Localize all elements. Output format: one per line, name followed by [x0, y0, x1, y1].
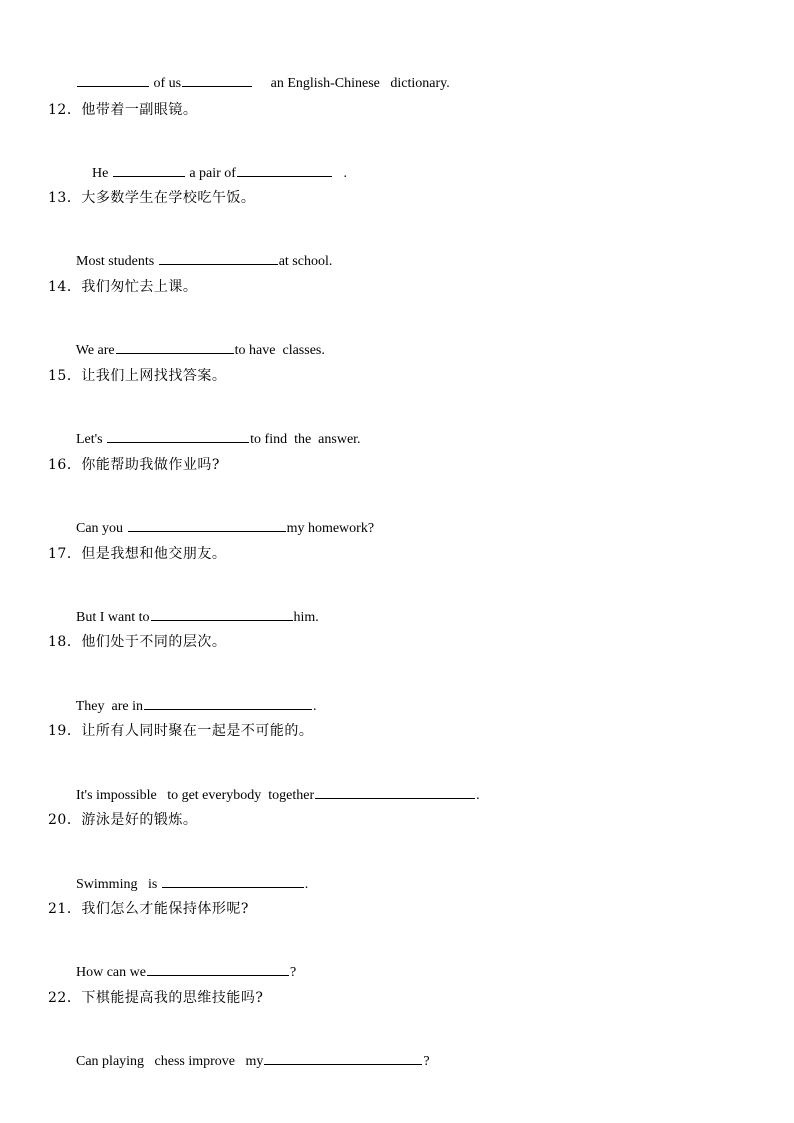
question-16: 16．你能帮助我做作业吗? [48, 457, 220, 473]
answer-line-12: He a pair of . [85, 145, 347, 183]
answer-blank[interactable] [162, 874, 304, 888]
answer-line-19: It's impossible to get everybody together . [69, 767, 480, 805]
answer-line-20: Swimming is . [69, 856, 308, 894]
question-13: 13．大多数学生在学校吃午饭。 [48, 190, 256, 206]
answer-blank[interactable] [315, 785, 475, 799]
answer-blank[interactable] [113, 163, 185, 177]
answer-blank[interactable] [182, 73, 252, 87]
answer-blank[interactable] [77, 73, 149, 87]
answer-line-16: Can you my homework? [69, 500, 374, 538]
question-14: 14．我们匆忙去上课。 [48, 279, 198, 295]
answer-blank[interactable] [116, 340, 234, 354]
answer-blank[interactable] [151, 607, 293, 621]
answer-line-21: How can we ? [69, 944, 296, 982]
answer-blank[interactable] [107, 429, 249, 443]
answer-line-22: Can playing chess improve my ? [69, 1033, 430, 1071]
answer-blank[interactable] [237, 163, 332, 177]
answer-line-17: But I want to him. [69, 589, 319, 627]
answer-blank[interactable] [147, 962, 289, 976]
question-19: 19．让所有人同时聚在一起是不可能的。 [48, 723, 314, 739]
question-22: 22．下棋能提高我的思维技能吗? [48, 990, 264, 1006]
answer-blank[interactable] [128, 518, 286, 532]
question-12: 12．他带着一副眼镜。 [48, 102, 198, 118]
answer-line-14: We are to have classes. [69, 322, 325, 360]
answer-line-15: Let's to find the answer. [69, 411, 361, 449]
question-21: 21．我们怎么才能保持体形呢? [48, 901, 249, 917]
answer-line-18: They are in . [69, 678, 317, 716]
question-20: 20．游泳是好的锻炼。 [48, 812, 198, 828]
answer-line-13: Most students at school. [69, 233, 332, 271]
answer-blank[interactable] [264, 1051, 422, 1065]
question-18: 18．他们处于不同的层次。 [48, 634, 227, 650]
question-17: 17．但是我想和他交朋友。 [48, 546, 227, 562]
answer-line-11: of us an English-Chinese dictionary. [69, 55, 450, 93]
answer-blank[interactable] [159, 251, 278, 265]
question-15: 15．让我们上网找找答案。 [48, 368, 227, 384]
answer-blank[interactable] [144, 696, 312, 710]
